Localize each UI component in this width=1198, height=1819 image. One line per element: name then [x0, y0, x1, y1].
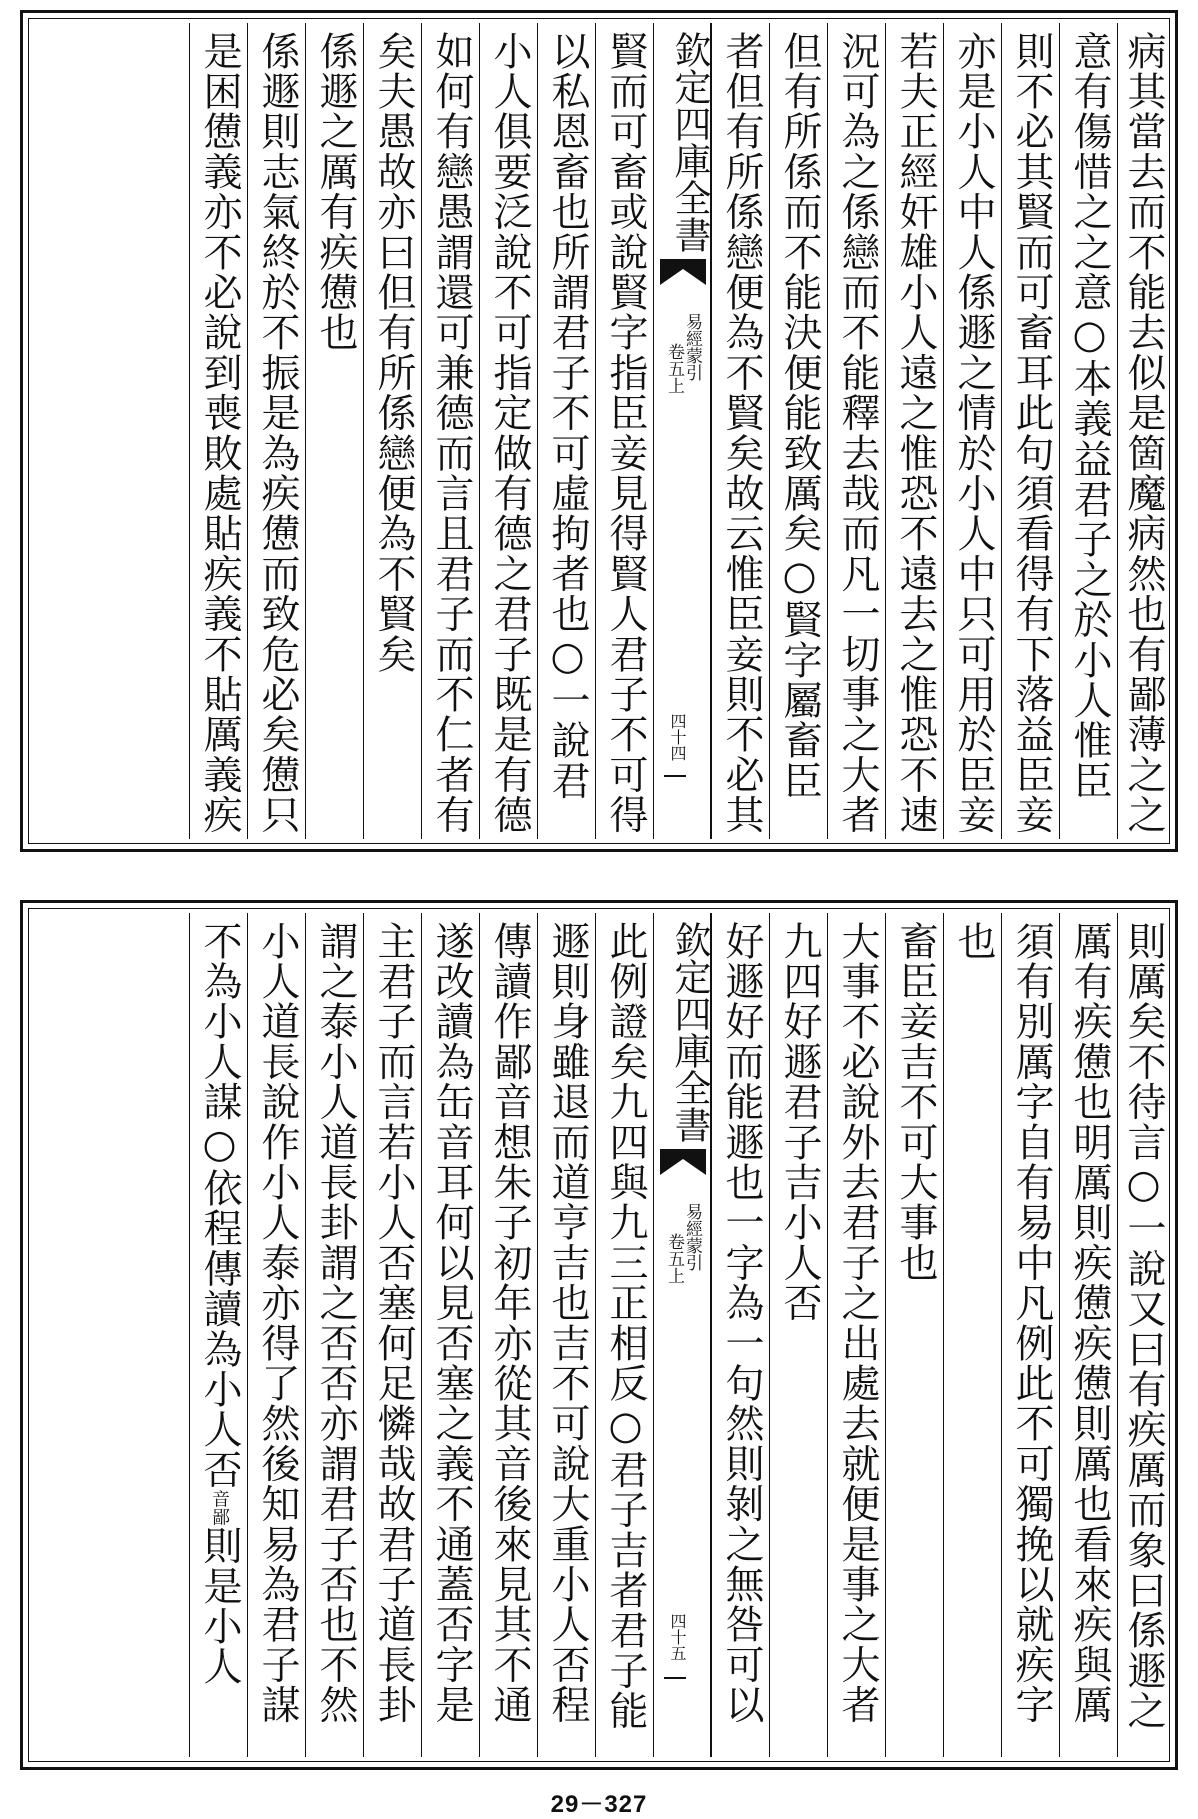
text-column: 主君子而言若小人否塞何足憐哉故君子道長卦 [363, 913, 421, 1757]
text-column: 九四好遯君子吉小人否 [769, 913, 827, 1757]
text-column: 病其當去而不能去似是箇魔病然也有鄙薄之之 [1117, 23, 1171, 839]
text-column: 小人道長說作小人泰亦得了然後知易為君子謀 [247, 913, 305, 1757]
text-column: 畜臣妾吉不可大事也 [885, 913, 943, 1757]
text-column: 賢而可畜或說賢字指臣妾見得賢人君子不可得 [595, 23, 653, 839]
text-column: 大事不必說外去君子之出處去就便是事之大者 [827, 913, 885, 1757]
text-column: 如何有戀愚謂還可兼德而言且君子而不仁者有 [421, 23, 479, 839]
text-column: 小人俱要泛說不可指定做有德之君子既是有德 [479, 23, 537, 839]
folio-number: 四十四 [668, 713, 687, 761]
text-column: 者但有所係戀便為不賢矣故云惟臣妾則不必其 [711, 23, 769, 839]
folio-rule [664, 775, 686, 777]
text-column: 厲有疾憊也明厲則疾憊疾憊則厲也看來疾與厲 [1059, 913, 1117, 1757]
text-column: 亦是小人中人係遯之情於小人中只可用於臣妾 [943, 23, 1001, 839]
book-name: 易經蒙引 [682, 1203, 702, 1271]
column-text-tail: 則是小人 [197, 1525, 242, 1687]
fishtail-mark [660, 1149, 706, 1175]
text-column: 遯則身雖退而道亨吉也吉不可說大重小人否程 [537, 913, 595, 1757]
fold-title: 欽定四庫全書 [668, 921, 711, 1143]
bottom-page [20, 900, 1178, 1770]
fishtail-mark [660, 259, 706, 285]
text-column: 況可為之係戀而不能釋去哉而凡一切事之大者 [827, 23, 885, 839]
text-column: 但有所係而不能決便能致厲矣○賢字屬畜臣 [769, 23, 827, 839]
text-column: 矣夫愚故亦曰但有所係戀便為不賢矣 [363, 23, 421, 839]
text-column: 則厲矣不待言○一說又曰有疾厲而象曰係遯之 [1117, 913, 1171, 1757]
text-column: 此例證矣九四與九三正相反○君子吉者君子能 [595, 913, 653, 1757]
folio-rule [664, 1677, 686, 1679]
volume-label: 卷五上 [664, 1233, 684, 1284]
text-column [189, 913, 247, 1757]
text-column: 傳讀作鄙音想朱子初年亦從其音後來見其不通 [479, 913, 537, 1757]
text-column: 係遯則志氣終於不振是為疾憊而致危必矣憊只 [247, 23, 305, 839]
text-column: 則不必其賢而可畜耳此句須看得有下落益臣妾 [1001, 23, 1059, 839]
text-column: 謂之泰小人道長卦謂之否否亦謂君子否也不然 [305, 913, 363, 1757]
text-column: 意有傷惜之之意○本義益君子之於小人惟臣 [1059, 23, 1117, 839]
text-column: 是困憊義亦不必說到喪敗處貼疾義不貼厲義疾 [189, 23, 247, 839]
top-page [20, 10, 1178, 852]
volume-label: 卷五上 [664, 343, 684, 394]
text-column: 好遯好而能遯也一字為一句然則剝之無咎可以 [711, 913, 769, 1757]
column-text: 不為小人謀○依程傳讀為小人否 [197, 921, 242, 1490]
text-column: 也 [943, 913, 1001, 1757]
text-column: 須有別厲字自有易中凡例此不可獨挽以就疾字 [1001, 913, 1059, 1757]
page-number: 29－327 [550, 1791, 648, 1818]
text-column: 以私恩畜也所謂君子不可虛拘者也○一說君 [537, 23, 595, 839]
center-fold [653, 23, 711, 839]
fold-title: 欽定四庫全書 [668, 31, 711, 253]
folio-number: 四十五 [668, 1613, 687, 1661]
text-column: 遂改讀為缶音耳何以見否塞之義不通蓋否字是 [421, 913, 479, 1757]
book-name: 易經蒙引 [682, 313, 702, 381]
center-fold [653, 913, 711, 1757]
text-column: 係遯之厲有疾憊也 [305, 23, 363, 839]
interlinear-note: 音鄙 [209, 1489, 230, 1526]
text-column: 若夫正經奸雄小人遠之惟恐不遠去之惟恐不速 [885, 23, 943, 839]
